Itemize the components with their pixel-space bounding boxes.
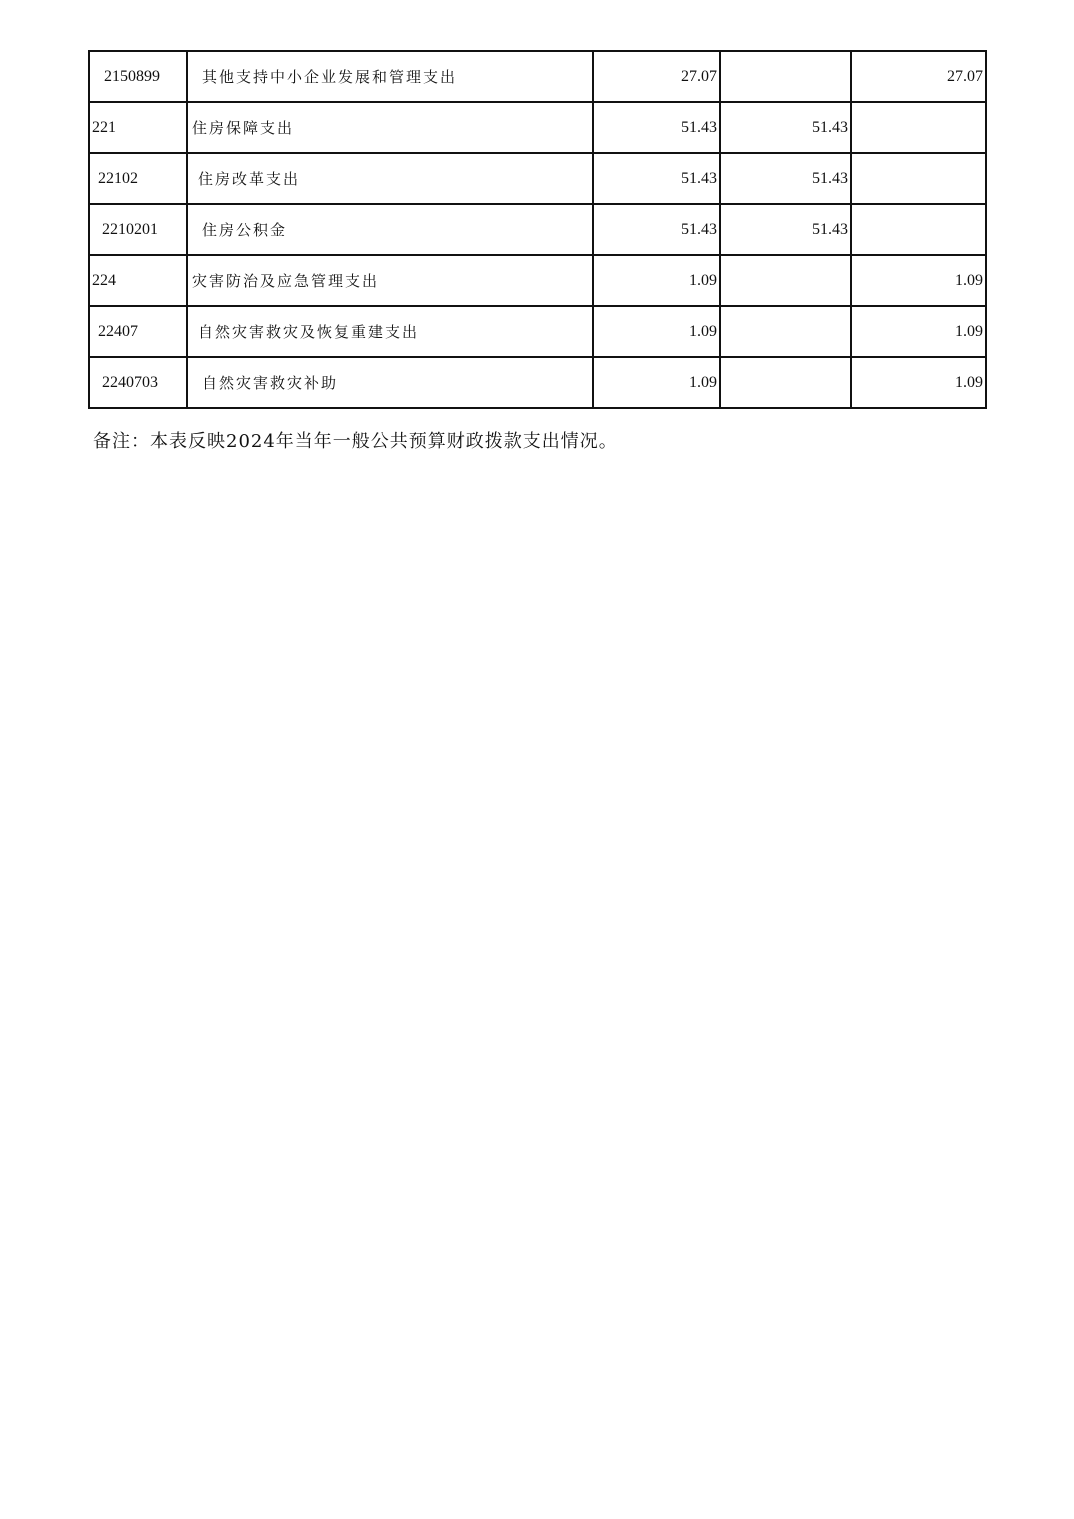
subject-name-cell: 住房改革支出 — [187, 153, 593, 204]
table-row — [89, 255, 986, 306]
total-amount-cell: 51.43 — [593, 153, 720, 204]
total-amount-cell: 27.07 — [593, 51, 720, 102]
basic-expenditure-cell — [720, 255, 851, 306]
basic-expenditure-cell — [720, 306, 851, 357]
project-expenditure-cell — [851, 153, 986, 204]
table-row — [89, 357, 986, 408]
basic-expenditure-cell: 51.43 — [720, 153, 851, 204]
total-amount-cell: 1.09 — [593, 306, 720, 357]
table-row — [89, 306, 986, 357]
subject-code-cell: 224 — [89, 255, 187, 306]
table-row — [89, 102, 986, 153]
basic-expenditure-cell: 51.43 — [720, 204, 851, 255]
total-amount-cell: 1.09 — [593, 255, 720, 306]
total-amount-cell: 51.43 — [593, 102, 720, 153]
subject-name-cell: 自然灾害救灾补助 — [187, 357, 593, 408]
table-row — [89, 204, 986, 255]
total-amount-cell: 51.43 — [593, 204, 720, 255]
subject-name-cell: 自然灾害救灾及恢复重建支出 — [187, 306, 593, 357]
subject-name-cell: 住房公积金 — [187, 204, 593, 255]
basic-expenditure-cell — [720, 357, 851, 408]
budget-expenditure-table — [88, 50, 987, 409]
subject-code-cell: 22102 — [89, 153, 187, 204]
basic-expenditure-cell — [720, 51, 851, 102]
project-expenditure-cell — [851, 204, 986, 255]
total-amount-cell: 1.09 — [593, 357, 720, 408]
project-expenditure-cell: 1.09 — [851, 357, 986, 408]
table-footnote: 备注：本表反映2024年当年一般公共预算财政拨款支出情况。 — [93, 431, 618, 452]
project-expenditure-cell: 27.07 — [851, 51, 986, 102]
table-body — [89, 51, 986, 408]
subject-name-cell: 其他支持中小企业发展和管理支出 — [187, 51, 593, 102]
subject-code-cell: 221 — [89, 102, 187, 153]
project-expenditure-cell: 1.09 — [851, 255, 986, 306]
subject-code-cell: 2150899 — [89, 51, 187, 102]
subject-code-cell: 2240703 — [89, 357, 187, 408]
subject-name-cell: 住房保障支出 — [187, 102, 593, 153]
subject-name-cell: 灾害防治及应急管理支出 — [187, 255, 593, 306]
table-row — [89, 153, 986, 204]
project-expenditure-cell: 1.09 — [851, 306, 986, 357]
basic-expenditure-cell: 51.43 — [720, 102, 851, 153]
subject-code-cell: 2210201 — [89, 204, 187, 255]
subject-code-cell: 22407 — [89, 306, 187, 357]
table-row — [89, 51, 986, 102]
project-expenditure-cell — [851, 102, 986, 153]
